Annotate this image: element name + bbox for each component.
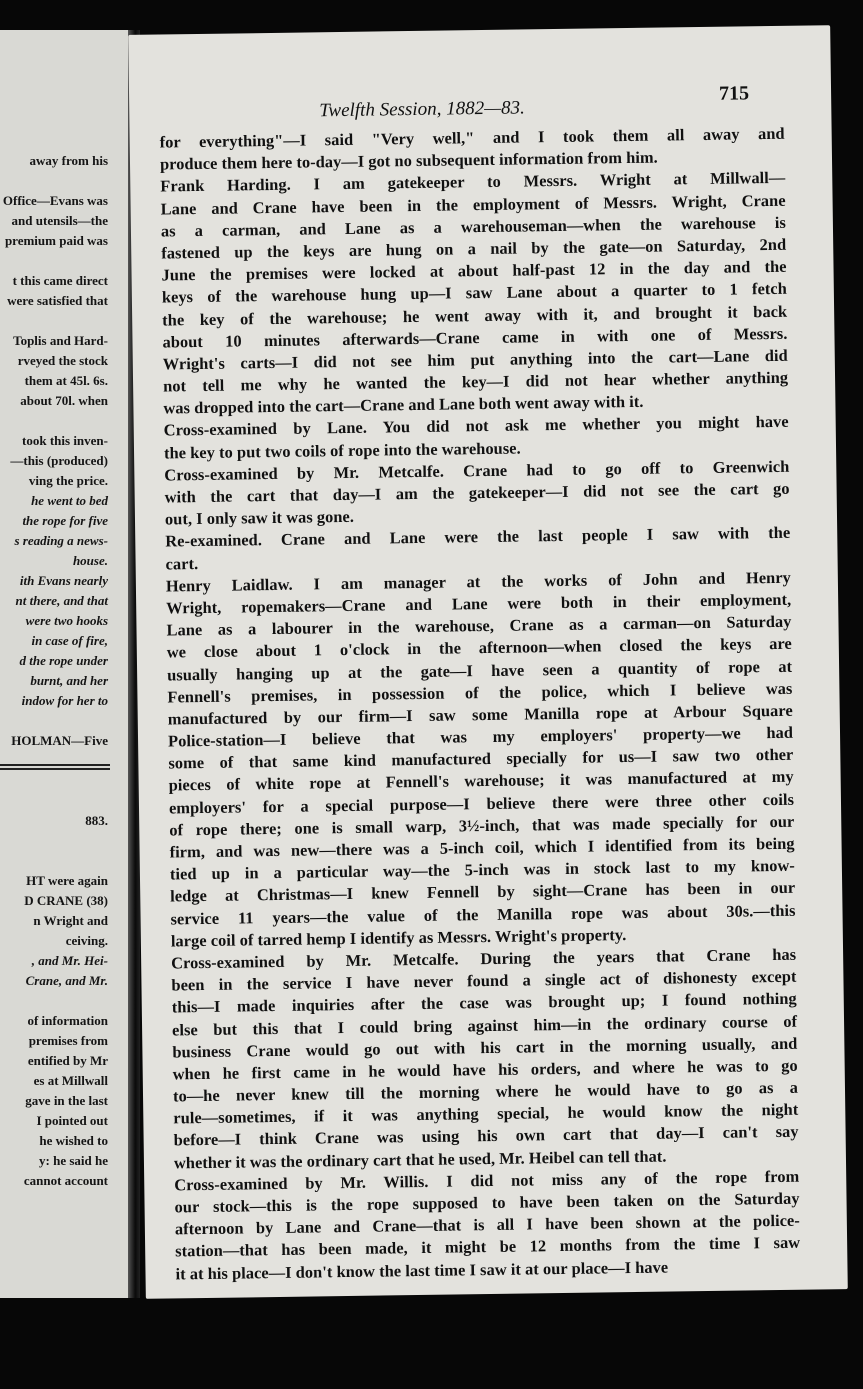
text-line: Cross-examined by Mr. Willis. I did not miss any of the rope from — [174, 1166, 800, 1195]
page-number: 715 — [718, 82, 750, 105]
left-page-fragment: nt there, and that — [15, 593, 108, 608]
text-line: about 10 minutes afterwards—Crane came in with one of Messrs. — [162, 323, 788, 352]
text-line: not tell me why he wanted the key—I did not hear whether anything — [162, 367, 789, 396]
left-rule-1 — [0, 764, 110, 766]
left-page-fragment: 883. — [85, 813, 108, 828]
text-line: Lane and Crane have been in the employment of Messrs. Wright, Crane — [160, 190, 786, 219]
text-line: out, I only saw it was gone. — [164, 507, 355, 529]
text-line: fastened up the keys are hung on a nail by the gate—on Saturday, 2nd — [161, 234, 787, 263]
text-line: for everything"—I said "Very well," and I took them all away and — [159, 123, 785, 152]
text-line: keys of the warehouse hung up—I saw Lane about a quarter to 1 fetch — [161, 279, 787, 307]
text-line: our stock—this is the rope supposed to have been taken on the Saturday — [174, 1188, 800, 1217]
text-line: Re-examined. Crane and Lane were the last people I saw with the — [165, 523, 791, 551]
left-page-fragment: n Wright and — [33, 913, 108, 928]
left-page-fragment: ving the price. — [28, 473, 108, 488]
text-line: business Crane would go out with his cart in the morning usually, and — [172, 1033, 798, 1062]
left-page-fragment: Toplis and Hard- — [13, 333, 108, 348]
left-page-fragment: of information — [27, 1013, 108, 1028]
left-page-fragment: ceiving. — [65, 933, 108, 948]
left-facing-page — [0, 30, 130, 1298]
text-line: the key to put two coils of rope into the warehouse. — [163, 438, 521, 463]
text-line: cart. — [165, 553, 199, 574]
text-line: firm, and was new—there was a 5-inch coil, which I identified from its being — [169, 833, 795, 862]
left-page-fragment: Office—Evans was — [2, 193, 108, 208]
running-title: Twelfth Session, 1882—83. — [319, 97, 525, 122]
left-page-fragment: —this (produced) — [10, 453, 108, 468]
text-line: ledge at Christmas—I knew Fennell by sight—Crane has been in our — [170, 878, 796, 906]
text-line: as a carman, and Lane as a warehouseman—when the warehouse is — [160, 212, 787, 241]
text-line: to—he never knew till the morning where he would have to go as a — [172, 1077, 799, 1106]
left-page-fragment: premium paid was — [4, 233, 108, 248]
left-page-fragment: s reading a news- — [14, 533, 108, 548]
text-line: large coil of tarred hemp I identify as Messrs. Wright's property. — [170, 924, 627, 951]
text-line: produce them here to-day—I got no subsequent information from him. — [159, 147, 658, 174]
left-page-fragment: in case of fire, — [31, 633, 108, 648]
text-line: else but this that I could bring against him—in the ordinary course of — [171, 1011, 798, 1039]
left-page-fragment: rveyed the stock — [17, 353, 108, 368]
text-line: Frank Harding. I am gatekeeper to Messrs. Wright at Millwall— — [160, 168, 786, 196]
text-line: usually hanging up at the gate—I have seen a quantity of rope at — [167, 656, 793, 684]
text-line: it at his place—I don't know the last time I saw it at our place—I have — [175, 1257, 669, 1283]
text-line: rule—sometimes, if it was anything special, he would know the night — [173, 1099, 799, 1128]
text-line: Police-station—I believe that was my employers' property—we had — [167, 722, 794, 751]
left-page-fragment: d the rope under — [19, 653, 108, 668]
text-line: station—that has been made, it might be 12 months from the time I saw — [175, 1233, 801, 1261]
text-line: Wright's carts—I did not see him put anything into the cart—Lane did — [162, 345, 788, 374]
text-line: service 11 years—the value of the Manilla rope was about 30s.—this — [170, 900, 796, 929]
left-page-fragment: house. — [72, 553, 108, 568]
left-page-fragment: t this came direct — [12, 273, 108, 288]
left-page-fragment: and utensils—the — [11, 213, 108, 228]
text-line: been in the service I have never found a single act of dishonesty except — [171, 966, 797, 995]
text-line: the key of the warehouse; he went away with it, and brought it back — [162, 301, 788, 330]
left-page-fragment: HOLMAN—Five — [11, 733, 108, 748]
text-line: Cross-examined by Mr. Metcalfe. Crane had to go off to Greenwich — [164, 456, 790, 485]
left-page-fragment: ith Evans nearly — [19, 573, 108, 588]
left-page-fragment: D CRANE (38) — [24, 893, 108, 908]
left-page-fragment: burnt, and her — [30, 673, 108, 688]
left-page-fragment: y: he said he — [39, 1153, 108, 1168]
text-line: when he first came in he would have his orders, and where he was to go — [172, 1055, 798, 1084]
text-line: manufactured by our firm—I saw some Manilla rope at Arbour Square — [167, 700, 793, 729]
text-line: this—I made inquiries after the case was brought up; I found nothing — [171, 989, 797, 1017]
text-line: before—I think Crane was using his own cart that day—I can't say — [173, 1122, 799, 1150]
text-line: afternoon by Lane and Crane—that is all I have been shown at the police- — [174, 1210, 800, 1239]
left-page-fragment: them at 45l. 6s. — [24, 373, 108, 388]
text-line: June the premises were locked at about half-past 12 in the day and the — [161, 256, 787, 285]
left-page-fragment: he wished to — [39, 1133, 108, 1148]
left-page-fragment: the rope for five — [22, 513, 108, 528]
text-line: whether it was the ordinary cart that he used, Mr. Heibel can tell that. — [173, 1146, 667, 1173]
text-line: Wright, ropemakers—Crane and Lane were both in their employment, — [166, 589, 792, 618]
text-line: pieces of white rope at Fennell's warehouse; it was manufactured at my — [168, 767, 794, 795]
left-page-fragment: I pointed out — [36, 1113, 108, 1128]
text-line: was dropped into the cart—Crane and Lane both went away with it. — [163, 392, 644, 418]
left-rule-2 — [0, 768, 110, 770]
left-page-fragment: es at Millwall — [33, 1073, 108, 1088]
left-page-fragment: cannot account — [23, 1173, 108, 1188]
left-page-fragment: away from his — [29, 153, 108, 168]
left-page-fragment: entified by Mr — [27, 1053, 108, 1068]
text-line: with the cart that day—I am the gatekeeper—I did not see the cart go — [164, 478, 790, 507]
left-page-fragment: indow for her to — [21, 693, 108, 708]
left-page-fragment: HT were again — [26, 873, 108, 888]
text-line: of rope there; one is small warp, 3½-inch, that was made specially for our — [169, 811, 795, 840]
text-line: employers' for a special purpose—I believe there were three other coils — [168, 789, 795, 818]
text-line: tied up in a particular way—the 5-inch was in stock last to my know- — [169, 855, 796, 884]
left-page-fragment: were two hooks — [25, 613, 108, 628]
text-line: some of that same kind manufactured specially for us—I saw two other — [168, 744, 794, 773]
left-page-fragment: about 70l. when — [20, 393, 108, 408]
text-line: Henry Laidlaw. I am manager at the works of John and Henry — [165, 567, 791, 596]
text-line: Fennell's premises, in possession of the police, which I believe was — [167, 678, 793, 707]
text-line: Cross-examined by Lane. You did not ask me whether you might have — [163, 412, 789, 440]
left-page-fragment: took this inven- — [22, 433, 108, 448]
right-page — [128, 25, 848, 1299]
left-page-fragment: Crane, and Mr. — [25, 973, 108, 988]
left-page-fragment: he went to bed — [31, 493, 108, 508]
left-page-fragment: , and Mr. Hei- — [31, 953, 108, 968]
left-page-fragment: gave in the last — [25, 1093, 108, 1108]
text-line: Lane as a labourer in the warehouse, Crane as a carman—on Saturday — [166, 611, 792, 640]
text-line: we close about 1 o'clock in the afternoon—when closed the keys are — [166, 634, 792, 662]
text-line: Cross-examined by Mr. Metcalfe. During the years that Crane has — [171, 944, 797, 973]
left-page-fragment: were satisfied that — [7, 293, 108, 308]
body-text — [160, 123, 801, 1285]
left-page-fragment: premises from — [28, 1033, 108, 1048]
